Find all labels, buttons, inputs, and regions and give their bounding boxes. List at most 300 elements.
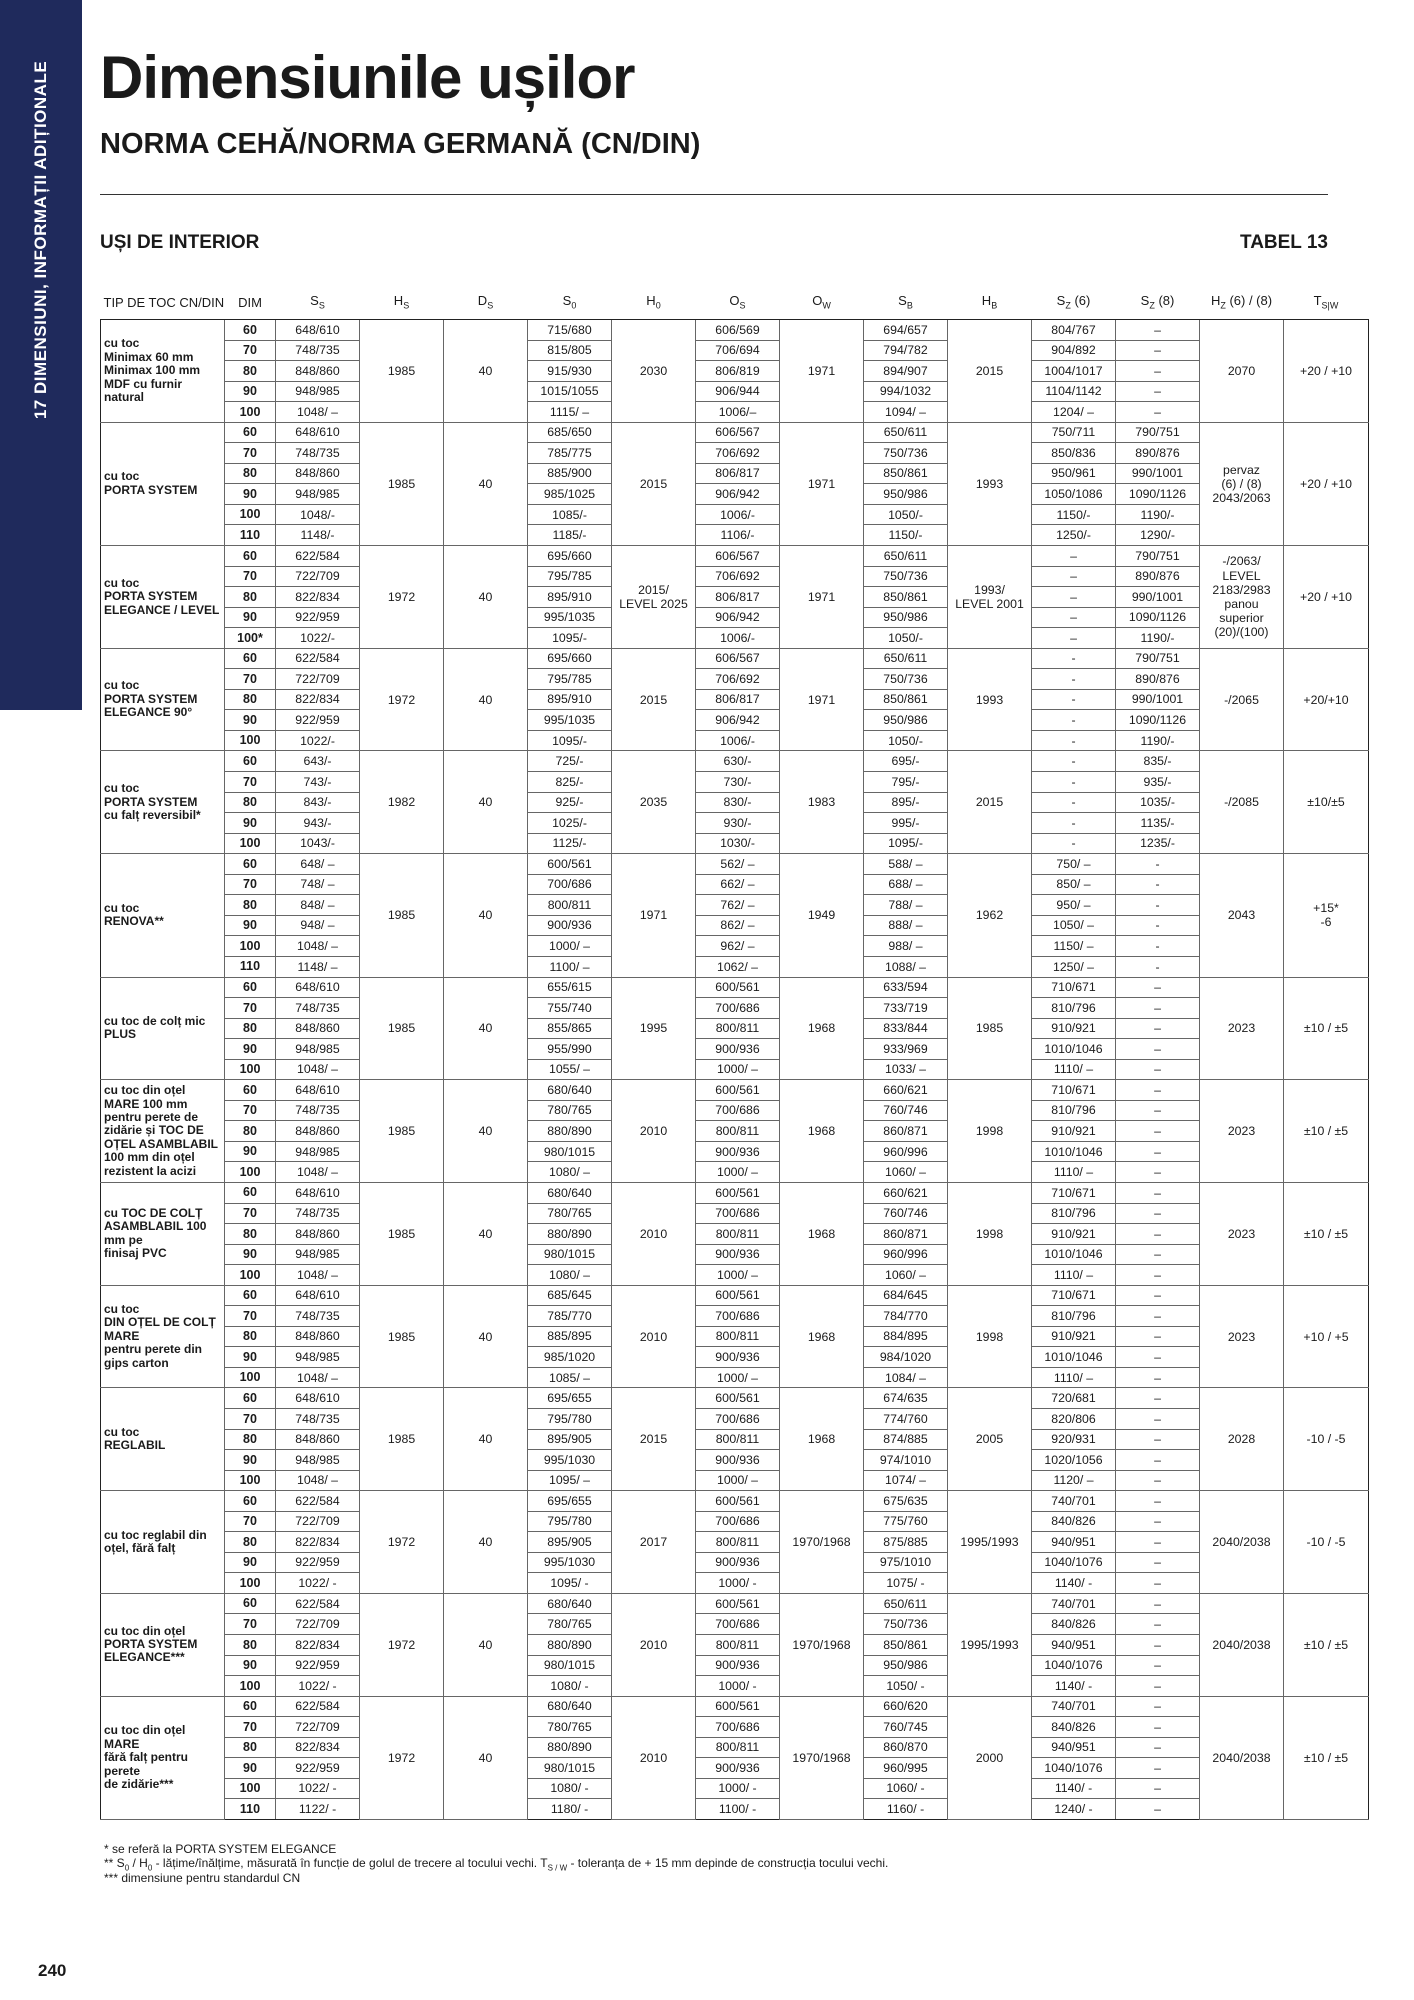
sb-cell: 1050/ - <box>864 1676 948 1697</box>
sz8-cell: 790/751 <box>1116 546 1200 567</box>
sb-cell: 684/645 <box>864 1285 948 1306</box>
ds-cell: 40 <box>444 1080 528 1183</box>
sz6-cell: 820/806 <box>1032 1408 1116 1429</box>
sz8-cell: - <box>1116 936 1200 957</box>
dim-cell: 60 <box>225 1696 276 1717</box>
ss-cell: 1043/- <box>276 833 360 854</box>
ss-cell: 722/709 <box>276 1717 360 1738</box>
ss-cell: 848/860 <box>276 1121 360 1142</box>
table-row <box>101 320 1369 341</box>
tsw-cell: +20 / +10 <box>1284 422 1369 545</box>
table-row <box>101 628 1369 649</box>
footnotes <box>104 1843 888 1886</box>
hb-cell: 2015 <box>948 751 1032 854</box>
s0-cell: 880/890 <box>528 1635 612 1656</box>
sz8-cell: – <box>1116 977 1200 998</box>
sz8-cell: 1290/- <box>1116 525 1200 546</box>
dim-cell: 70 <box>225 1203 276 1224</box>
sz6-cell: 850/836 <box>1032 443 1116 464</box>
hs-cell: 1985 <box>360 1388 444 1491</box>
os-cell: 1000/ - <box>696 1676 780 1697</box>
os-cell: 800/811 <box>696 1018 780 1039</box>
dim-cell: 60 <box>225 854 276 875</box>
sb-cell: 1075/ - <box>864 1573 948 1594</box>
sz6-cell: 1150/ – <box>1032 936 1116 957</box>
frame-type-label: cu toc reglabil din oțel, fără falț <box>101 1491 225 1594</box>
sb-cell: 874/885 <box>864 1429 948 1450</box>
dim-cell: 70 <box>225 998 276 1019</box>
os-cell: 800/811 <box>696 1532 780 1553</box>
h0-cell: 2015/ LEVEL 2025 <box>612 546 696 649</box>
sb-cell: 795/- <box>864 772 948 793</box>
os-cell: 700/686 <box>696 1511 780 1532</box>
sz8-cell: – <box>1116 402 1200 423</box>
ow-cell: 1970/1968 <box>780 1491 864 1594</box>
sz8-cell: – <box>1116 1018 1200 1039</box>
os-cell: 800/811 <box>696 1429 780 1450</box>
os-cell: 830/- <box>696 792 780 813</box>
os-cell: 906/942 <box>696 710 780 731</box>
dim-cell: 80 <box>225 689 276 710</box>
dim-cell: 60 <box>225 977 276 998</box>
sz8-cell: – <box>1116 1265 1200 1286</box>
sb-cell: 760/745 <box>864 1717 948 1738</box>
os-cell: 930/- <box>696 813 780 834</box>
ds-cell: 40 <box>444 320 528 423</box>
dim-cell: 60 <box>225 1080 276 1101</box>
h0-cell: 2010 <box>612 1080 696 1183</box>
sz6-cell: 1010/1046 <box>1032 1039 1116 1060</box>
os-cell: 962/ – <box>696 936 780 957</box>
table-row <box>101 1203 1369 1224</box>
sb-cell: 850/861 <box>864 689 948 710</box>
os-cell: 906/942 <box>696 607 780 628</box>
sb-cell: 860/871 <box>864 1121 948 1142</box>
chapter-sidebar <box>0 0 82 710</box>
ss-cell: 1148/- <box>276 525 360 546</box>
s0-cell: 825/- <box>528 772 612 793</box>
frame-type-label: cu toc PORTA SYSTEM <box>101 422 225 545</box>
ds-cell: 40 <box>444 1285 528 1388</box>
sb-cell: 660/621 <box>864 1080 948 1101</box>
os-cell: 900/936 <box>696 1039 780 1060</box>
sz6-cell: - <box>1032 669 1116 690</box>
sz8-cell: 835/- <box>1116 751 1200 772</box>
dim-cell: 100 <box>225 833 276 854</box>
s0-cell: 980/1015 <box>528 1655 612 1676</box>
hz-cell: 2043 <box>1200 854 1284 977</box>
sz8-cell: – <box>1116 1080 1200 1101</box>
dim-cell: 90 <box>225 1347 276 1368</box>
dim-cell: 80 <box>225 1018 276 1039</box>
sz8-cell: 990/1001 <box>1116 689 1200 710</box>
sb-cell: 1084/ – <box>864 1367 948 1388</box>
ow-cell: 1968 <box>780 977 864 1080</box>
os-cell: 900/936 <box>696 1244 780 1265</box>
tsw-cell: +20 / +10 <box>1284 320 1369 423</box>
ss-cell: 922/959 <box>276 1758 360 1779</box>
os-cell: 1000/ – <box>696 1367 780 1388</box>
table-row <box>101 1635 1369 1656</box>
hb-cell: 2015 <box>948 320 1032 423</box>
sz6-cell: 840/826 <box>1032 1614 1116 1635</box>
column-header: $H_S$ <box>360 285 444 320</box>
dim-cell: 100 <box>225 1162 276 1183</box>
dim-cell: 70 <box>225 340 276 361</box>
s0-cell: 785/775 <box>528 443 612 464</box>
table-row <box>101 566 1369 587</box>
sz6-cell: 1050/1086 <box>1032 484 1116 505</box>
table-row <box>101 1306 1369 1327</box>
os-cell: 662/ – <box>696 874 780 895</box>
table-row <box>101 1696 1369 1717</box>
s0-cell: 795/785 <box>528 669 612 690</box>
s0-cell: 895/905 <box>528 1532 612 1553</box>
sb-cell: 1060/ – <box>864 1162 948 1183</box>
os-cell: 700/686 <box>696 1614 780 1635</box>
table-row <box>101 1224 1369 1245</box>
hs-cell: 1985 <box>360 320 444 423</box>
sz8-cell: – <box>1116 1737 1200 1758</box>
s0-cell: 780/765 <box>528 1717 612 1738</box>
s0-cell: 700/686 <box>528 874 612 895</box>
ss-cell: 748/735 <box>276 340 360 361</box>
sb-cell: 960/996 <box>864 1244 948 1265</box>
sb-cell: 833/844 <box>864 1018 948 1039</box>
s0-cell: 1180/ - <box>528 1799 612 1820</box>
dim-cell: 70 <box>225 566 276 587</box>
sz8-cell: 1190/- <box>1116 628 1200 649</box>
sz8-cell: – <box>1116 1039 1200 1060</box>
frame-type-label: cu toc Minimax 60 mm Minimax 100 mm MDF cu furnir natural <box>101 320 225 423</box>
table-row <box>101 340 1369 361</box>
tsw-cell: +10 / +5 <box>1284 1285 1369 1388</box>
ss-cell: 748/ – <box>276 874 360 895</box>
os-cell: 900/936 <box>696 1552 780 1573</box>
tsw-cell: ±10/±5 <box>1284 751 1369 854</box>
s0-cell: 795/780 <box>528 1408 612 1429</box>
ss-cell: 1122/ - <box>276 1799 360 1820</box>
table-row <box>101 1039 1369 1060</box>
frame-type-label: cu toc REGLABIL <box>101 1388 225 1491</box>
sz8-cell: – <box>1116 1306 1200 1327</box>
sz8-cell: - <box>1116 854 1200 875</box>
hb-cell: 2005 <box>948 1388 1032 1491</box>
dim-cell: 100 <box>225 402 276 423</box>
sz8-cell: – <box>1116 1655 1200 1676</box>
os-cell: 800/811 <box>696 1737 780 1758</box>
s0-cell: 815/805 <box>528 340 612 361</box>
s0-cell: 925/- <box>528 792 612 813</box>
dim-cell: 100 <box>225 504 276 525</box>
sb-cell: 1060/ - <box>864 1778 948 1799</box>
dim-cell: 70 <box>225 1614 276 1635</box>
sz8-cell: 1090/1126 <box>1116 710 1200 731</box>
ss-cell: 1048/ – <box>276 1162 360 1183</box>
sb-cell: 788/ – <box>864 895 948 916</box>
sz8-cell: – <box>1116 1285 1200 1306</box>
column-header: DIM <box>225 285 276 320</box>
os-cell: 900/936 <box>696 1758 780 1779</box>
os-cell: 562/ – <box>696 854 780 875</box>
sz8-cell: – <box>1116 1182 1200 1203</box>
sb-cell: 895/- <box>864 792 948 813</box>
ss-cell: 748/735 <box>276 443 360 464</box>
s0-cell: 1095/- <box>528 628 612 649</box>
s0-cell: 780/765 <box>528 1100 612 1121</box>
sz6-cell: 740/701 <box>1032 1593 1116 1614</box>
frame-type-label: cu toc de colț mic PLUS <box>101 977 225 1080</box>
column-header: TIP DE TOC CN/DIN <box>101 285 225 320</box>
sz8-cell: - <box>1116 956 1200 977</box>
ss-cell: 948/985 <box>276 381 360 402</box>
sb-cell: 688/ – <box>864 874 948 895</box>
table-row <box>101 1100 1369 1121</box>
table-row <box>101 1367 1369 1388</box>
sb-cell: 750/736 <box>864 443 948 464</box>
sz6-cell: 710/671 <box>1032 1080 1116 1101</box>
s0-cell: 1085/ – <box>528 1367 612 1388</box>
os-cell: 700/686 <box>696 1717 780 1738</box>
sz6-cell: 710/671 <box>1032 1182 1116 1203</box>
sz6-cell: 1250/- <box>1032 525 1116 546</box>
dim-cell: 90 <box>225 710 276 731</box>
os-cell: 1106/- <box>696 525 780 546</box>
ow-cell: 1970/1968 <box>780 1593 864 1696</box>
sb-cell: 888/ – <box>864 915 948 936</box>
table-row <box>101 977 1369 998</box>
dim-cell: 70 <box>225 772 276 793</box>
sb-cell: 784/770 <box>864 1306 948 1327</box>
sb-cell: 960/995 <box>864 1758 948 1779</box>
hz-cell: -/2085 <box>1200 751 1284 854</box>
column-header: $H_Z$ (6) / (8) <box>1200 285 1284 320</box>
sz8-cell: – <box>1116 1326 1200 1347</box>
sz8-cell: – <box>1116 1162 1200 1183</box>
s0-cell: 1115/ – <box>528 402 612 423</box>
ss-cell: 948/985 <box>276 1450 360 1471</box>
sb-cell: 1060/ – <box>864 1265 948 1286</box>
dim-cell: 90 <box>225 813 276 834</box>
sz8-cell: – <box>1116 1758 1200 1779</box>
table-row <box>101 1676 1369 1697</box>
ss-cell: 922/959 <box>276 607 360 628</box>
table-row <box>101 381 1369 402</box>
os-cell: 706/694 <box>696 340 780 361</box>
dim-cell: 70 <box>225 1306 276 1327</box>
sz8-cell: 1090/1126 <box>1116 484 1200 505</box>
sz8-cell: - <box>1116 915 1200 936</box>
os-cell: 700/686 <box>696 1100 780 1121</box>
sb-cell: 694/657 <box>864 320 948 341</box>
ds-cell: 40 <box>444 1696 528 1819</box>
column-header: $H_0$ <box>612 285 696 320</box>
sb-cell: 1050/- <box>864 504 948 525</box>
dim-cell: 70 <box>225 874 276 895</box>
os-cell: 906/942 <box>696 484 780 505</box>
sz8-cell: – <box>1116 1429 1200 1450</box>
hb-cell: 1993 <box>948 422 1032 545</box>
ss-cell: 848/860 <box>276 361 360 382</box>
sz8-cell: – <box>1116 1450 1200 1471</box>
ss-cell: 648/610 <box>276 1080 360 1101</box>
dim-cell: 90 <box>225 1758 276 1779</box>
sz8-cell: – <box>1116 1552 1200 1573</box>
os-cell: 1006/- <box>696 628 780 649</box>
dim-cell: 80 <box>225 1737 276 1758</box>
ss-cell: 1022/ - <box>276 1778 360 1799</box>
table-row <box>101 1593 1369 1614</box>
dim-cell: 60 <box>225 1593 276 1614</box>
hs-cell: 1972 <box>360 648 444 751</box>
s0-cell: 995/1030 <box>528 1450 612 1471</box>
sz6-cell: 1204/ – <box>1032 402 1116 423</box>
table-row <box>101 1778 1369 1799</box>
sz8-cell: 1190/- <box>1116 504 1200 525</box>
sz6-cell: 1140/ - <box>1032 1676 1116 1697</box>
table-row <box>101 402 1369 423</box>
tsw-cell: ±10 / ±5 <box>1284 977 1369 1080</box>
s0-cell: 795/785 <box>528 566 612 587</box>
table-row <box>101 1614 1369 1635</box>
table-row <box>101 915 1369 936</box>
os-cell: 606/567 <box>696 648 780 669</box>
table-row <box>101 484 1369 505</box>
os-cell: 806/819 <box>696 361 780 382</box>
sb-cell: 1050/- <box>864 628 948 649</box>
hs-cell: 1972 <box>360 1696 444 1819</box>
sz8-cell: 790/751 <box>1116 648 1200 669</box>
dim-cell: 100 <box>225 1778 276 1799</box>
table-row <box>101 1265 1369 1286</box>
table-row <box>101 1573 1369 1594</box>
ss-cell: 748/735 <box>276 1100 360 1121</box>
sz6-cell: 1110/ – <box>1032 1367 1116 1388</box>
dim-cell: 100 <box>225 1367 276 1388</box>
chapter-title: DIMENSIUNI, INFORMAȚII ADIȚIONALE <box>31 60 50 395</box>
footnote-1: * se referă la PORTA SYSTEM ELEGANCE <box>104 1842 337 1856</box>
h0-cell: 2010 <box>612 1696 696 1819</box>
os-cell: 706/692 <box>696 669 780 690</box>
frame-type-label: cu toc PORTA SYSTEM ELEGANCE 90° <box>101 648 225 751</box>
table-row <box>101 1347 1369 1368</box>
os-cell: 1000/ – <box>696 1470 780 1491</box>
s0-cell: 1100/ – <box>528 956 612 977</box>
ow-cell: 1968 <box>780 1080 864 1183</box>
table-row <box>101 792 1369 813</box>
os-cell: 600/561 <box>696 1491 780 1512</box>
table-row <box>101 443 1369 464</box>
table-row <box>101 1408 1369 1429</box>
ss-cell: 748/735 <box>276 1203 360 1224</box>
hz-cell: pervaz (6) / (8) 2043/2063 <box>1200 422 1284 545</box>
sb-cell: 650/611 <box>864 648 948 669</box>
table-row <box>101 669 1369 690</box>
os-cell: 1100/ - <box>696 1799 780 1820</box>
table-row <box>101 956 1369 977</box>
sz6-cell: 910/921 <box>1032 1326 1116 1347</box>
sb-cell: 750/736 <box>864 669 948 690</box>
sz6-cell: 840/826 <box>1032 1717 1116 1738</box>
os-cell: 762/ – <box>696 895 780 916</box>
s0-cell: 1000/ – <box>528 936 612 957</box>
hz-cell: 2040/2038 <box>1200 1696 1284 1819</box>
sb-cell: 860/870 <box>864 1737 948 1758</box>
s0-cell: 785/770 <box>528 1306 612 1327</box>
dim-cell: 60 <box>225 1182 276 1203</box>
sz8-cell: – <box>1116 1614 1200 1635</box>
s0-cell: 915/930 <box>528 361 612 382</box>
sz8-cell: 1035/- <box>1116 792 1200 813</box>
sz6-cell: 1040/1076 <box>1032 1552 1116 1573</box>
os-cell: 600/561 <box>696 1080 780 1101</box>
s0-cell: 695/660 <box>528 648 612 669</box>
column-header: $O_S$ <box>696 285 780 320</box>
s0-cell: 895/910 <box>528 689 612 710</box>
column-header: $S_Z$ (8) <box>1116 285 1200 320</box>
hs-cell: 1985 <box>360 977 444 1080</box>
s0-cell: 1080/ – <box>528 1265 612 1286</box>
dim-cell: 80 <box>225 1326 276 1347</box>
ss-cell: 948/ – <box>276 915 360 936</box>
s0-cell: 980/1015 <box>528 1141 612 1162</box>
sz6-cell: 840/826 <box>1032 1511 1116 1532</box>
sz8-cell: 990/1001 <box>1116 587 1200 608</box>
column-header: $D_S$ <box>444 285 528 320</box>
frame-type-label: cu toc DIN OȚEL DE COLȚ MARE pentru perete din gips carton <box>101 1285 225 1388</box>
sb-cell: 1033/ – <box>864 1059 948 1080</box>
dim-cell: 100 <box>225 1676 276 1697</box>
ow-cell: 1949 <box>780 854 864 977</box>
os-cell: 900/936 <box>696 1347 780 1368</box>
s0-cell: 895/910 <box>528 587 612 608</box>
table-row <box>101 1470 1369 1491</box>
dim-cell: 60 <box>225 1285 276 1306</box>
sz8-cell: 790/751 <box>1116 422 1200 443</box>
ow-cell: 1971 <box>780 546 864 649</box>
sb-cell: 695/- <box>864 751 948 772</box>
dim-cell: 90 <box>225 1039 276 1060</box>
table-row <box>101 833 1369 854</box>
sz6-cell: - <box>1032 792 1116 813</box>
ss-cell: 648/610 <box>276 1285 360 1306</box>
os-cell: 806/817 <box>696 463 780 484</box>
sz6-cell: - <box>1032 751 1116 772</box>
table-row <box>101 1717 1369 1738</box>
sb-cell: 660/621 <box>864 1182 948 1203</box>
sz8-cell: – <box>1116 1224 1200 1245</box>
hs-cell: 1985 <box>360 1182 444 1285</box>
os-cell: 900/936 <box>696 1141 780 1162</box>
sz6-cell: 810/796 <box>1032 1203 1116 1224</box>
ss-cell: 1022/- <box>276 730 360 751</box>
ss-cell: 848/860 <box>276 1224 360 1245</box>
dim-cell: 90 <box>225 381 276 402</box>
sz6-cell: 950/961 <box>1032 463 1116 484</box>
s0-cell: 995/1035 <box>528 607 612 628</box>
sz6-cell: - <box>1032 648 1116 669</box>
ow-cell: 1971 <box>780 320 864 423</box>
s0-cell: 680/640 <box>528 1593 612 1614</box>
ss-cell: 848/860 <box>276 1429 360 1450</box>
column-header: $S_S$ <box>276 285 360 320</box>
frame-type-label: cu toc din oțel MARE 100 mm pentru perete de zidărie și TOC DE OȚEL ASAMBLABIL 100 mm din oțel rezistent la acizi <box>101 1080 225 1183</box>
dim-cell: 80 <box>225 587 276 608</box>
table-row <box>101 1532 1369 1553</box>
ss-cell: 722/709 <box>276 669 360 690</box>
dim-cell: 110 <box>225 525 276 546</box>
sz6-cell: 920/931 <box>1032 1429 1116 1450</box>
